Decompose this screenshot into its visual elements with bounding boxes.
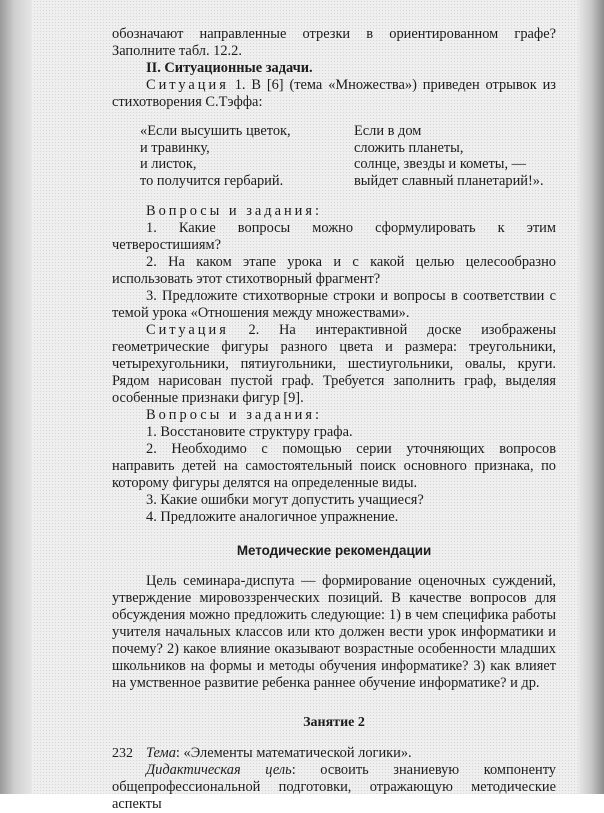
poem-right-line: солнце, звезды и кометы, — [354,156,527,172]
question-2-2: 2. Необходимо с помощью серии уточняющих вопросов направить детей на самостоятельный поиск основного признака, по которому фигуры делятся на определенные виды. [112,441,556,491]
poem-left-line: и травинку, [140,139,210,156]
situation-2-label: Ситуация [146,322,229,338]
poem-left-line: и листок, [140,156,197,172]
poem-left-line: «Если высушить цветок, [140,123,291,139]
lesson-topic [112,745,556,762]
topic-label: Тема [146,745,176,761]
tasks-label-2: Вопросы и задания: [146,407,322,423]
poem-left-line: то получится гербарий. [140,172,284,189]
section-title: II. Ситуационные задачи. [146,60,313,76]
question-2-3: 3. Какие ошибки могут допустить учащиеся? [146,492,424,508]
poem-right-line: сложить планеты, [354,139,464,156]
page-number: 232 [112,746,133,761]
question-1-1: 1. Какие вопросы можно сформулировать к этим четверостишиям? [112,220,556,253]
goal-text: : освоить знаниевую компоненту общепрофессиональной подготовки, отражающую методические аспекты [112,762,556,812]
intro-paragraph: обозначают направленные отрезки в ориентированном графе? Заполните табл. 12.2. [112,26,556,59]
situation-1-label: Ситуация [146,77,229,93]
situation-1-text: 1. В [6] (тема «Множества») приведен отрывок из стихотворения С.Тэффа: [112,77,556,110]
page-left-edge-shadow [0,0,32,794]
question-2-4: 4. Предложите аналогичное упражнение. [146,509,399,525]
question-1-3: 3. Предложите стихотворные строки и вопросы в соответствии с темой урока «Отношения между множествами». [112,288,556,321]
methodical-paragraph: Цель семинара-диспута — формирование оценочных суждений, утверждение мировоззренческих позиций. В качестве вопросов для обсуждения можно предложить следующие: 1) в чем специфика работы учителя начальных классов или кто должен вести урок информатики и почему? 2) какое влияние оказывают возрастные особенности младших школьников на формы и методы обучения информатике? 3) как влияет на умственное развитие ребенка раннее обучение информатике? и др. [112,573,556,691]
lesson-goal [112,762,556,813]
poem-block [140,123,556,189]
poem-right-line: выйдет славный планетарий!». [354,172,544,189]
topic-text: : «Элементы математической логики». [175,745,412,761]
question-1-2: 2. На каком этапе урока и с какой целью целесообразно использовать этот стихотворный фрагмент? [112,254,556,287]
poem-right-line: Если в дом [354,123,422,139]
goal-label: Дидактическая цель [146,762,292,778]
page-right-edge-shadow [578,0,604,794]
situation-2-paragraph [112,322,556,407]
situation-2-text: 2. На интерактивной доске изображены геометрические фигуры разного цвета и размера: треугольники, четырехугольники, пятиугольники, шестиугольники, овалы, круги. Рядом нарисован пустой граф. Требуется заполнить граф, выделяя особенные признаки фигур [9]. [112,322,556,406]
tasks-label-1: Вопросы и задания: [146,203,322,219]
page-content [112,26,556,813]
methodical-heading: Методические рекомендации [236,543,432,558]
lesson-heading: Занятие 2 [303,715,365,730]
question-2-1: 1. Восстановите структуру графа. [146,424,353,440]
situation-1-paragraph [112,77,556,111]
